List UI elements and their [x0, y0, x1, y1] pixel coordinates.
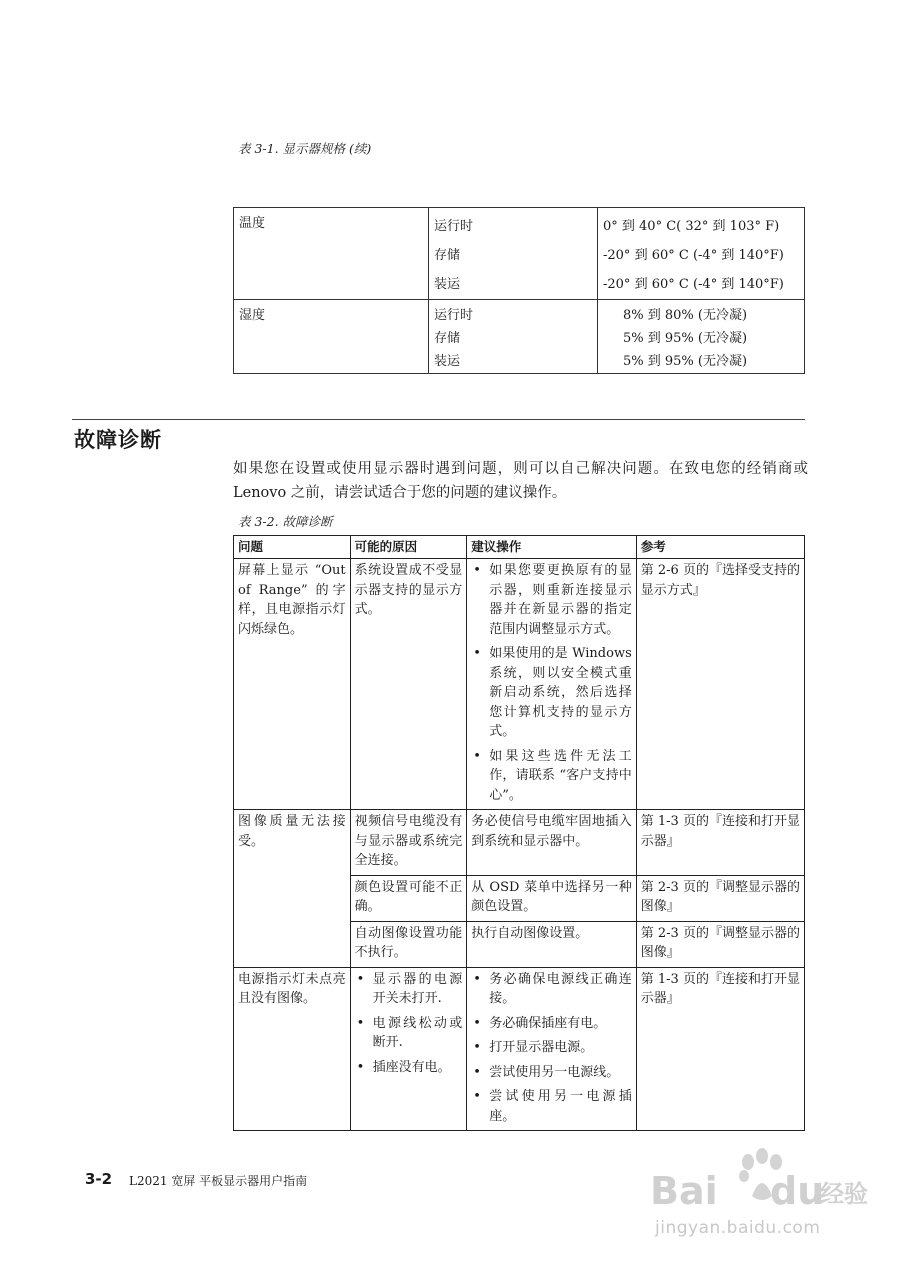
- cause-cell: 自动图像设置功能不执行。: [350, 921, 467, 967]
- list-item: • 务必确保电源线正确连接。: [473, 971, 632, 1006]
- action-cell: [467, 559, 637, 810]
- list-item: • 务必确保插座有电。: [471, 1014, 632, 1034]
- svg-text:du: du: [770, 1169, 825, 1213]
- svg-text:经验: 经验: [820, 1180, 868, 1208]
- spec-value: 0° 到 40° C( 32° 到 103° F): [603, 219, 780, 234]
- list-item: • 打开显示器电源。: [471, 1038, 632, 1058]
- table-row: [234, 810, 805, 876]
- action-cell: 从 OSD 菜单中选择另一种颜色设置。: [467, 875, 637, 921]
- spec-item: 运行时: [434, 219, 474, 234]
- cause-cell: 系统设置成不受显示器支持的显示方式。: [350, 559, 467, 810]
- cause-cell: [350, 967, 467, 1131]
- spec-table-caption: 表 3-1. 显示器规格 (续): [238, 141, 372, 156]
- spec-item: 装运: [434, 277, 461, 292]
- spec-value: -20° 到 60° C (-4° 到 140°F): [603, 277, 784, 292]
- spec-item: 运行时: [434, 308, 474, 323]
- spec-value: 5% 到 95% (无冷凝): [623, 331, 748, 346]
- problem-cell: 屏幕上显示 “Out of Range” 的字样，且电源指示灯闪烁绿色。: [234, 559, 351, 810]
- table-row: [234, 967, 805, 1131]
- problem-cell: 图像质量无法接受。: [234, 810, 351, 968]
- spec-value: -20° 到 60° C (-4° 到 140°F): [603, 248, 784, 263]
- troubleshooting-table: [233, 535, 805, 1131]
- list-item: • 插座没有电。: [355, 1058, 463, 1078]
- list-item: • 尝试使用另一电源插座。: [473, 1089, 632, 1124]
- reference-cell: 第 1-3 页的『连接和打开显示器』: [636, 967, 804, 1131]
- header-problem: 问题: [234, 536, 351, 559]
- bullet: •: [473, 748, 481, 764]
- list-item: • 电源线松动或断开.: [356, 1015, 463, 1050]
- spec-item: 存储: [434, 248, 461, 263]
- list-item: • 如果您要更换原有的显示器，则重新连接显示器并在新显示器的指定范围内调整显示方式。: [473, 563, 632, 637]
- action-cell: 执行自动图像设置。: [467, 921, 637, 967]
- bullet: •: [473, 1064, 481, 1080]
- header-reference: 参考: [636, 536, 804, 559]
- list-item: • 尝试使用另一电源线。: [471, 1063, 632, 1083]
- spec-table: [233, 207, 805, 374]
- action-cell: 务必使信号电缆牢固地插入到系统和显示器中。: [467, 810, 637, 876]
- bullet: •: [473, 1089, 481, 1104]
- spec-row-temperature: [234, 208, 805, 300]
- reference-cell: 第 1-3 页的『连接和打开显示器』: [636, 810, 804, 876]
- problem-cell: 电源指示灯未点亮且没有图像。: [234, 967, 351, 1131]
- table-row: [234, 559, 805, 810]
- intro-paragraph: 如果您在设置或使用显示器时遇到问题，则可以自己解决问题。在致电您的经销商或 Lenovo 之前，请尝试适合于您的问题的建议操作。: [233, 461, 808, 501]
- cause-cell: 视频信号电缆没有与显示器或系统完全连接。: [350, 810, 467, 876]
- bullet: •: [473, 1040, 481, 1055]
- page-number: 3-2: [85, 1170, 113, 1188]
- list-item: • 显示器的电源开关未打开.: [356, 971, 463, 1006]
- bullet: •: [473, 646, 481, 661]
- header-cause: 可能的原因: [350, 536, 467, 559]
- spec-value: 8% 到 80% (无冷凝): [623, 308, 748, 323]
- list-item: • 如果这些选件无法工作，请联系 “客户支持中心”。: [473, 748, 632, 803]
- table-header-row: [234, 536, 805, 559]
- ts-table-caption: 表 3-2. 故障诊断: [238, 514, 333, 529]
- reference-cell: 第 2-6 页的『选择受支持的显示方式』: [636, 559, 804, 810]
- header-action: 建议操作: [467, 536, 637, 559]
- bullet: •: [473, 1015, 481, 1031]
- spec-label: 湿度: [234, 300, 429, 374]
- spec-item: 装运: [434, 354, 461, 369]
- list-item: • 如果使用的是 Windows 系统，则以安全模式重新启动系统，然后选择您计算机支持的显示方式。: [473, 646, 632, 739]
- bullet: •: [356, 971, 365, 987]
- spec-item: 存储: [434, 331, 461, 346]
- footer-title: L2021 宽屏 平板显示器用户指南: [129, 1174, 308, 1188]
- spec-value: 5% 到 95% (无冷凝): [623, 354, 748, 369]
- action-cell: [467, 967, 637, 1131]
- cause-cell: 颜色设置可能不正确。: [350, 875, 467, 921]
- reference-cell: 第 2-3 页的『调整显示器的图像』: [636, 921, 804, 967]
- spec-row-humidity: [234, 300, 805, 374]
- bullet: •: [356, 1015, 365, 1031]
- section-divider: [72, 419, 805, 420]
- svg-text:Bai: Bai: [650, 1169, 718, 1213]
- watermark-url: jingyan.baidu.com: [655, 1218, 821, 1238]
- section-title: 故障诊断: [74, 428, 162, 452]
- spec-label: 温度: [234, 208, 429, 300]
- bullet: •: [473, 563, 481, 578]
- bullet: •: [356, 1059, 365, 1075]
- bullet: •: [473, 971, 481, 987]
- reference-cell: 第 2-3 页的『调整显示器的图像』: [636, 875, 804, 921]
